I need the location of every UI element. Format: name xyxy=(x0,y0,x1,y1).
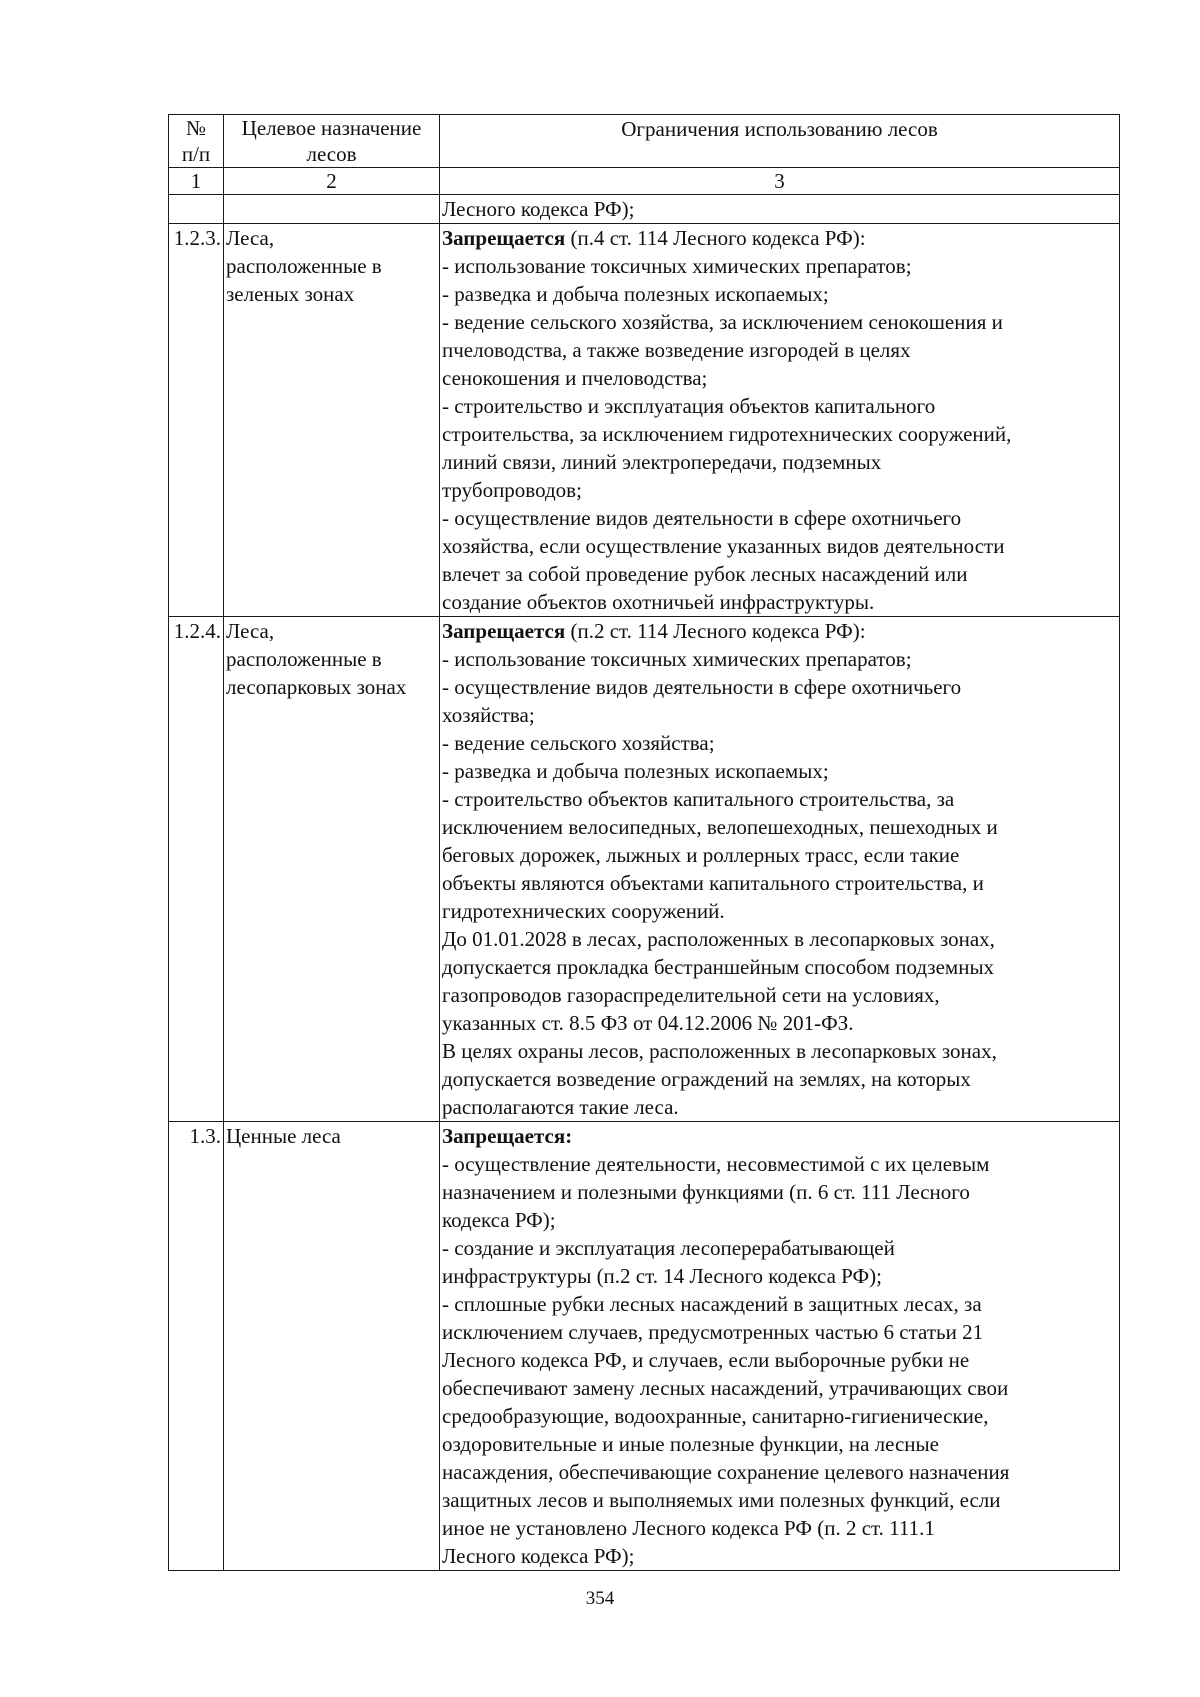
restriction-text: допускается прокладка бестраншейным способом подземных xyxy=(442,955,995,979)
restriction-text: обеспечивают замену лесных насаждений, утрачивающих свои xyxy=(442,1376,1009,1400)
restriction-emphasis: Запрещается xyxy=(442,226,566,250)
restriction-text: объекты являются объектами капитального строительства, и xyxy=(442,871,984,895)
restriction-text: строительства, за исключением гидротехнических сооружений, xyxy=(442,422,1012,446)
restriction-emphasis: Запрещается xyxy=(442,619,566,643)
restriction-text: - строительство объектов капитального строительства, за xyxy=(442,787,955,811)
restriction-line xyxy=(442,280,1117,308)
restriction-line xyxy=(442,841,1117,869)
restrictions-table xyxy=(168,114,1120,1571)
restriction-line xyxy=(442,673,1117,701)
restriction-text: - ведение сельского хозяйства, за исключением сенокошения и xyxy=(442,310,1003,334)
restriction-line xyxy=(442,588,1117,616)
restriction-text: Лесного кодекса РФ, и случаев, если выборочные рубки не xyxy=(442,1348,970,1372)
restriction-line xyxy=(442,364,1117,392)
restriction-text: исключением случаев, предусмотренных частью 6 статьи 21 xyxy=(442,1320,984,1344)
restriction-text: - создание и эксплуатация лесоперерабатывающей xyxy=(442,1236,895,1260)
table-row xyxy=(169,617,1120,1122)
header-restrictions-cell: Ограничения использованию лесов xyxy=(440,115,1120,168)
purpose-line: Леса, xyxy=(226,226,275,250)
restriction-line xyxy=(442,813,1117,841)
row-number-cell: 1.3. xyxy=(169,1122,224,1571)
restriction-text: оздоровительные и иные полезные функции, на лесные xyxy=(442,1432,939,1456)
restriction-line xyxy=(442,1093,1117,1121)
header-row xyxy=(169,115,1120,168)
restriction-line xyxy=(442,1402,1117,1430)
restriction-line xyxy=(442,1542,1117,1570)
restriction-line xyxy=(442,476,1117,504)
restriction-text: - разведка и добыча полезных ископаемых; xyxy=(442,759,829,783)
restriction-line xyxy=(442,925,1117,953)
purpose-line: расположенные в xyxy=(226,254,382,278)
row-purpose-cell xyxy=(224,224,440,617)
restriction-line xyxy=(442,1458,1117,1486)
row-number-cell: 1.2.3. xyxy=(169,224,224,617)
column-index-1: 1 xyxy=(169,168,224,195)
restriction-text: - строительство и эксплуатация объектов капитального xyxy=(442,394,936,418)
restriction-line xyxy=(442,448,1117,476)
header-purpose-cell xyxy=(224,115,440,168)
restriction-text: линий связи, линий электропередачи, подземных xyxy=(442,450,882,474)
restriction-text: - осуществление видов деятельности в сфере охотничьего xyxy=(442,675,962,699)
restriction-line xyxy=(442,1037,1117,1065)
restriction-text: - сплошные рубки лесных насаждений в защитных лесах, за xyxy=(442,1292,982,1316)
row-restrictions-cell xyxy=(440,1122,1120,1571)
restriction-text: инфраструктуры (п.2 ст. 14 Лесного кодекса РФ); xyxy=(442,1264,882,1288)
purpose-line: Ценные леса xyxy=(226,1124,341,1148)
restriction-line xyxy=(442,1318,1117,1346)
restriction-text: кодекса РФ); xyxy=(442,1208,556,1232)
restriction-line xyxy=(442,195,1117,223)
restriction-line xyxy=(442,1374,1117,1402)
restriction-line xyxy=(442,532,1117,560)
purpose-line: Леса, xyxy=(226,619,275,643)
restriction-line xyxy=(442,1486,1117,1514)
header-purpose-line-1: Целевое назначение xyxy=(241,116,422,140)
row-purpose-cell xyxy=(224,195,440,224)
restriction-line xyxy=(442,392,1117,420)
row-purpose-cell xyxy=(224,1122,440,1571)
restriction-text: создание объектов охотничьей инфраструктуры. xyxy=(442,590,875,614)
restriction-line xyxy=(442,1262,1117,1290)
restriction-line xyxy=(442,224,1117,252)
restriction-line xyxy=(442,252,1117,280)
restriction-text: назначением и полезными функциями (п. 6 ст. 111 Лесного xyxy=(442,1180,970,1204)
restriction-text: (п.2 ст. 114 Лесного кодекса РФ): xyxy=(565,619,866,643)
restriction-line xyxy=(442,981,1117,1009)
table-header xyxy=(169,115,1120,195)
restriction-text: Лесного кодекса РФ); xyxy=(442,197,635,221)
restriction-line xyxy=(442,1122,1117,1150)
header-number-line-2: п/п xyxy=(181,142,211,166)
restriction-text: беговых дорожек, лыжных и роллерных трасс, если такие xyxy=(442,843,960,867)
table-body xyxy=(169,195,1120,1571)
restriction-text: исключением велосипедных, велопешеходных, пешеходных и xyxy=(442,815,998,839)
restriction-line xyxy=(442,504,1117,532)
restriction-line xyxy=(442,1150,1117,1178)
restriction-text: - осуществление видов деятельности в сфере охотничьего xyxy=(442,506,962,530)
restriction-line xyxy=(442,953,1117,981)
restriction-text: газопроводов газораспределительной сети на условиях, xyxy=(442,983,940,1007)
restriction-text: - разведка и добыча полезных ископаемых; xyxy=(442,282,829,306)
restriction-line xyxy=(442,560,1117,588)
column-index-row xyxy=(169,168,1120,195)
table-row xyxy=(169,195,1120,224)
restriction-line xyxy=(442,897,1117,925)
restriction-text: располагаются такие леса. xyxy=(442,1095,679,1119)
table-row xyxy=(169,1122,1120,1571)
header-number-cell xyxy=(169,115,224,168)
restriction-text: - использование токсичных химических препаратов; xyxy=(442,647,912,671)
restriction-text: - использование токсичных химических препаратов; xyxy=(442,254,912,278)
restriction-text: До 01.01.2028 в лесах, расположенных в лесопарковых зонах, xyxy=(442,927,995,951)
restriction-text: - осуществление деятельности, несовместимой с их целевым xyxy=(442,1152,990,1176)
restriction-text: сенокошения и пчеловодства; xyxy=(442,366,708,390)
restriction-line xyxy=(442,1206,1117,1234)
restriction-text: хозяйства, если осуществление указанных видов деятельности xyxy=(442,534,1005,558)
restriction-text: трубопроводов; xyxy=(442,478,582,502)
restriction-emphasis: Запрещается: xyxy=(442,1124,573,1148)
row-purpose-cell xyxy=(224,617,440,1122)
purpose-line: лесопарковых зонах xyxy=(226,675,407,699)
row-restrictions-cell xyxy=(440,195,1120,224)
restriction-text: указанных ст. 8.5 ФЗ от 04.12.2006 № 201-ФЗ. xyxy=(442,1011,854,1035)
row-number-cell xyxy=(169,195,224,224)
restriction-line xyxy=(442,308,1117,336)
restriction-text: иное не установлено Лесного кодекса РФ (п. 2 ст. 111.1 xyxy=(442,1516,935,1540)
restriction-line xyxy=(442,336,1117,364)
restriction-line xyxy=(442,1514,1117,1542)
row-restrictions-cell xyxy=(440,224,1120,617)
restriction-text: (п.4 ст. 114 Лесного кодекса РФ): xyxy=(565,226,866,250)
restriction-text: В целях охраны лесов, расположенных в лесопарковых зонах, xyxy=(442,1039,997,1063)
restriction-line xyxy=(442,869,1117,897)
page-number: 354 xyxy=(585,1588,615,1609)
row-number-cell: 1.2.4. xyxy=(169,617,224,1122)
purpose-line: зеленых зонах xyxy=(226,282,355,306)
restriction-line xyxy=(442,645,1117,673)
header-purpose-line-2: лесов xyxy=(306,142,357,166)
restriction-text: влечет за собой проведение рубок лесных насаждений или xyxy=(442,562,968,586)
column-index-2: 2 xyxy=(224,168,440,195)
restriction-line xyxy=(442,785,1117,813)
restriction-text: допускается возведение ограждений на землях, на которых xyxy=(442,1067,971,1091)
restriction-text: пчеловодства, а также возведение изгородей в целях xyxy=(442,338,911,362)
restriction-text: - ведение сельского хозяйства; xyxy=(442,731,715,755)
restriction-text: насаждения, обеспечивающие сохранение целевого назначения xyxy=(442,1460,1010,1484)
restriction-text: защитных лесов и выполняемых ими полезных функций, если xyxy=(442,1488,1001,1512)
restriction-line xyxy=(442,1430,1117,1458)
restriction-line xyxy=(442,757,1117,785)
restriction-line xyxy=(442,1234,1117,1262)
restriction-line xyxy=(442,1009,1117,1037)
restriction-line xyxy=(442,617,1117,645)
column-index-3: 3 xyxy=(440,168,1120,195)
restriction-line xyxy=(442,1346,1117,1374)
restriction-line xyxy=(442,729,1117,757)
restriction-line xyxy=(442,1065,1117,1093)
restriction-line xyxy=(442,420,1117,448)
restriction-text: средообразующие, водоохранные, санитарно-гигиенические, xyxy=(442,1404,989,1428)
restriction-text: хозяйства; xyxy=(442,703,535,727)
purpose-line: расположенные в xyxy=(226,647,382,671)
restriction-line xyxy=(442,701,1117,729)
restriction-text: Лесного кодекса РФ); xyxy=(442,1544,635,1568)
table-row xyxy=(169,224,1120,617)
row-restrictions-cell xyxy=(440,617,1120,1122)
restriction-line xyxy=(442,1290,1117,1318)
header-number-line-1: № xyxy=(185,116,207,140)
restriction-text: гидротехнических сооружений. xyxy=(442,899,725,923)
restriction-line xyxy=(442,1178,1117,1206)
